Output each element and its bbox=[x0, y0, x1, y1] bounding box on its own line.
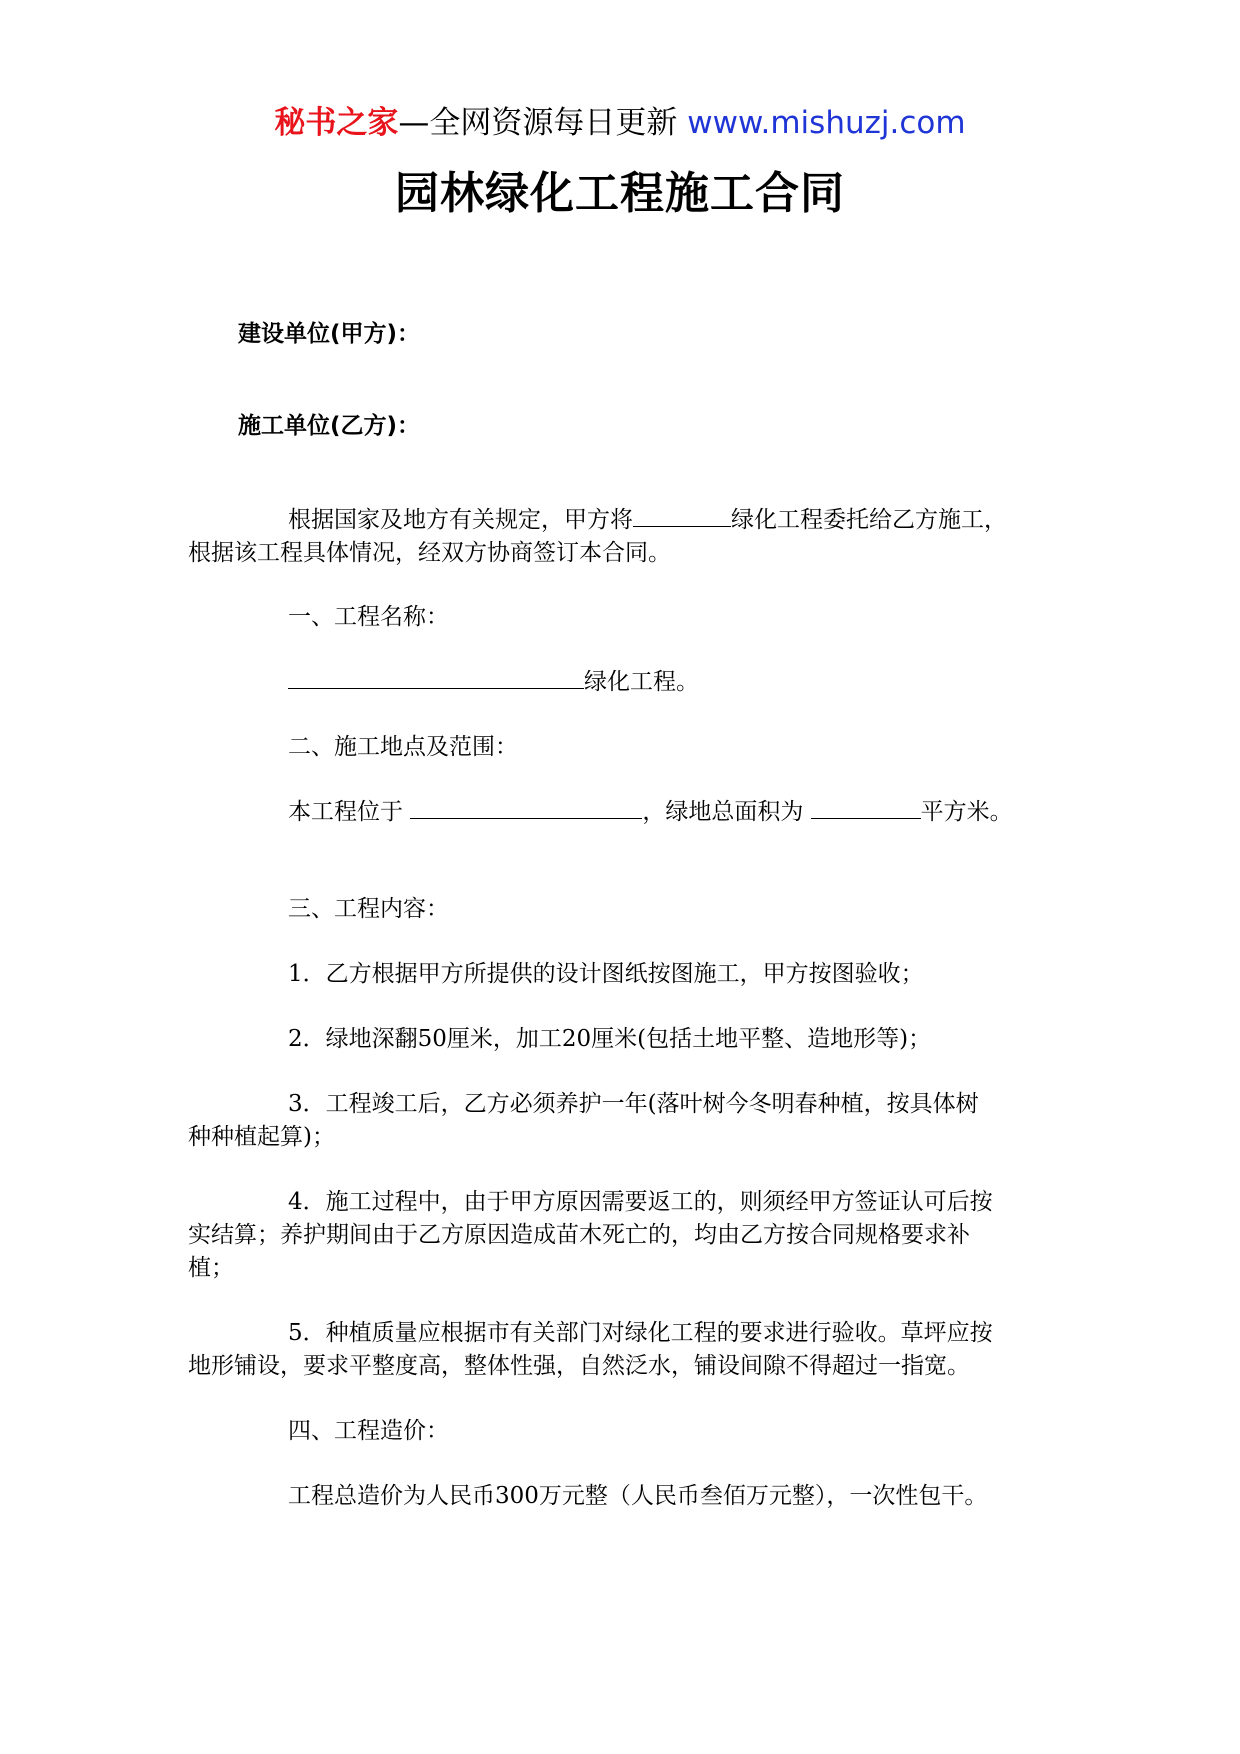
item-4-line-1: 4．施工过程中，由于甲方原因需要返工的，则须经甲方签证认可后按 bbox=[288, 1189, 993, 1215]
intro-line-1 bbox=[288, 504, 1156, 537]
location-blank bbox=[410, 817, 642, 819]
item-1: 1．乙方根据甲方所提供的设计图纸按图施工，甲方按图验收； bbox=[288, 961, 924, 987]
section-4-heading: 四、工程造价： bbox=[288, 1418, 449, 1444]
party-b-label: 施工单位(乙方)： bbox=[238, 413, 421, 439]
item-2: 2．绿地深翻50厘米，加工20厘米(包括土地平整、造地形等)； bbox=[288, 1026, 932, 1052]
item-3-line-1: 3．工程竣工后，乙方必须养护一年(落叶树今冬明春种植，按具体树 bbox=[288, 1091, 979, 1117]
section-3-heading: 三、工程内容： bbox=[288, 896, 449, 922]
item-4-line-3: 植； bbox=[188, 1255, 234, 1281]
section-1-heading: 一、工程名称： bbox=[288, 604, 449, 630]
price-line: 工程总造价为人民币300万元整（人民币叁佰万元整），一次性包干。 bbox=[288, 1483, 988, 1509]
location-suffix: 平方米。 bbox=[920, 799, 1013, 825]
item-5-line-1: 5．种植质量应根据市有关部门对绿化工程的要求进行验收。草坪应按 bbox=[288, 1320, 993, 1346]
location-middle: ，绿地总面积为 bbox=[642, 799, 804, 825]
area-blank bbox=[811, 817, 921, 819]
item-5-line-2: 地形铺设，要求平整度高，整体性强，自然泛水，铺设间隙不得超过一指宽。 bbox=[188, 1353, 970, 1379]
document-title: 园林绿化工程施工合同 bbox=[395, 168, 845, 219]
item-3-line-2: 种种植起算)； bbox=[188, 1124, 335, 1150]
site-header bbox=[0, 100, 1240, 146]
brand-name: 秘书之家 bbox=[274, 105, 399, 141]
party-a-label: 建设单位(甲方)： bbox=[238, 321, 421, 347]
intro-text-a: 根据国家及地方有关规定，甲方将 bbox=[288, 507, 633, 533]
header-slogan: —全网资源每日更新 bbox=[398, 105, 678, 141]
location-line bbox=[288, 796, 1156, 829]
item-4-line-2: 实结算；养护期间由于乙方原因造成苗木死亡的，均由乙方按合同规格要求补 bbox=[188, 1222, 970, 1248]
intro-text-b: 绿化工程委托给乙方施工， bbox=[731, 507, 1007, 533]
project-name-line bbox=[288, 666, 1156, 699]
project-name-suffix: 绿化工程。 bbox=[584, 669, 699, 695]
project-blank bbox=[633, 525, 731, 527]
location-prefix: 本工程位于 bbox=[288, 799, 403, 825]
project-name-blank bbox=[288, 687, 584, 689]
site-url-link[interactable]: www.mishuzj.com bbox=[687, 105, 966, 141]
intro-line-2: 根据该工程具体情况，经双方协商签订本合同。 bbox=[188, 540, 671, 566]
section-2-heading: 二、施工地点及范围： bbox=[288, 734, 518, 760]
